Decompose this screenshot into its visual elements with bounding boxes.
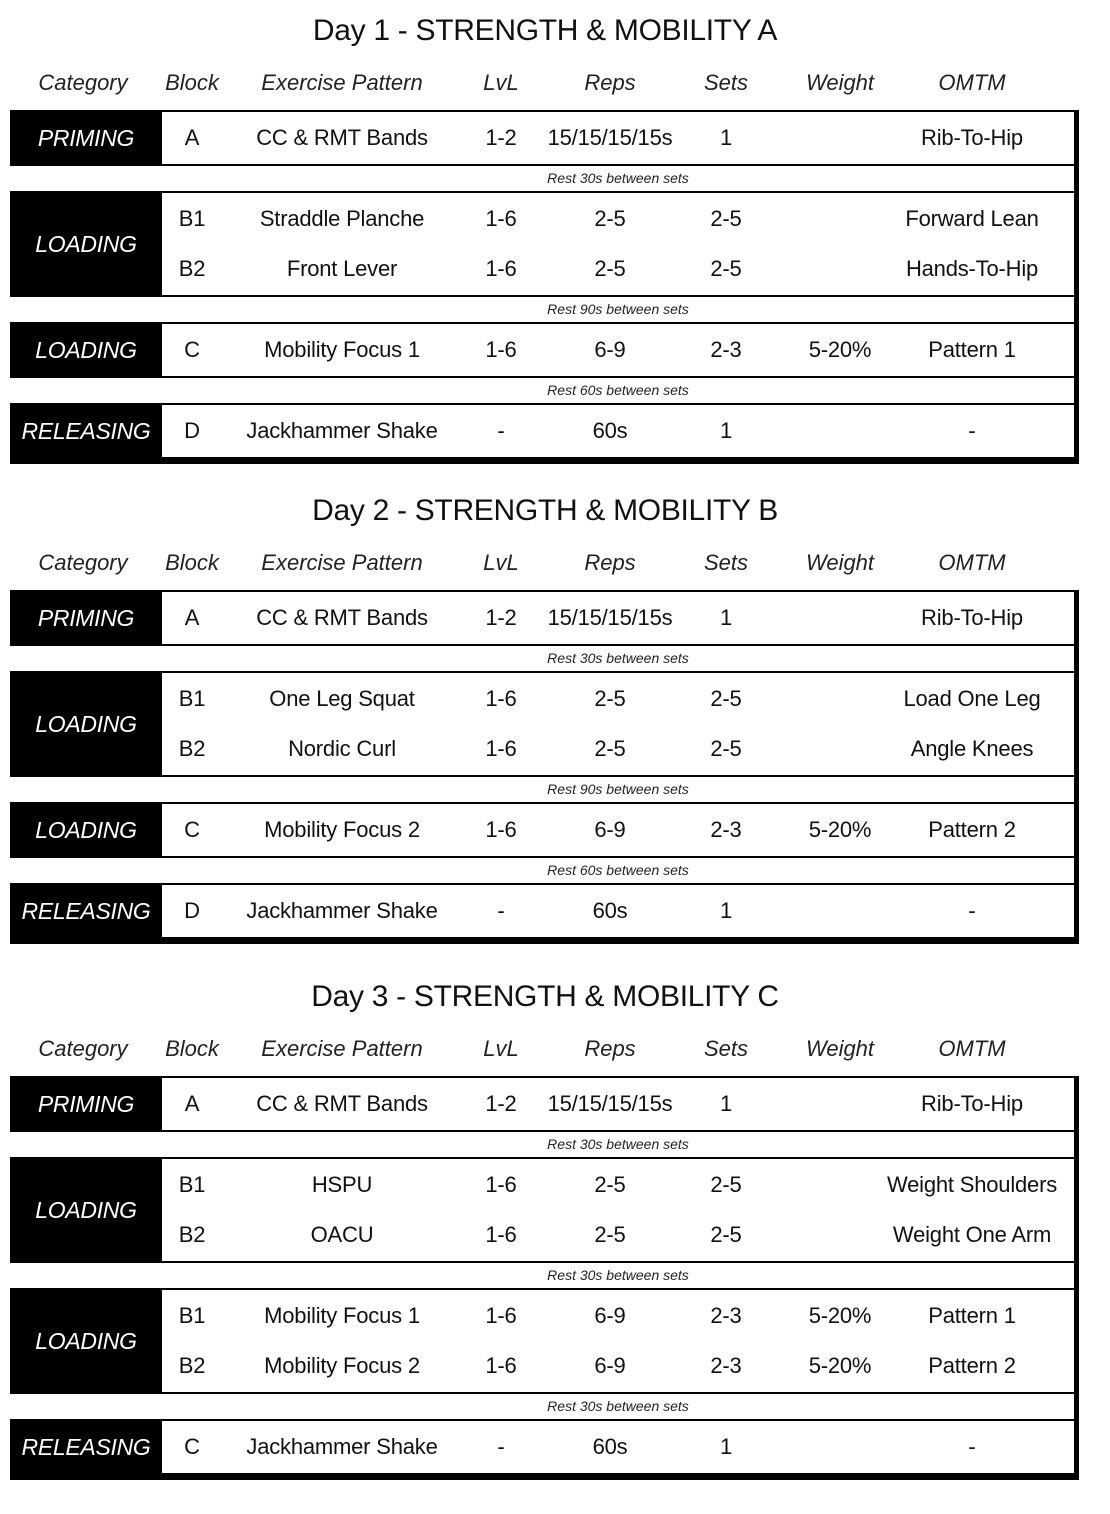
block-group — [10, 802, 1074, 858]
exercise-pattern-cell: Jackhammer Shake — [246, 418, 438, 443]
column-header-reps: Reps — [584, 1036, 636, 1061]
sets-cell: 2-5 — [710, 686, 742, 711]
block-cell: B2 — [178, 1353, 206, 1378]
column-header-level: LvL — [483, 70, 519, 95]
column-header-reps: Reps — [584, 550, 636, 575]
weight-cell: 5-20% — [808, 817, 872, 842]
block-group — [10, 1288, 1074, 1394]
level-cell: 1-2 — [485, 1091, 517, 1116]
reps-cell: 6-9 — [594, 337, 626, 362]
block-group — [10, 403, 1074, 459]
omtm-cell: Rib-To-Hip — [921, 1091, 1023, 1116]
omtm-cell: Angle Knees — [910, 736, 1034, 761]
rest-note: Rest 90s between sets — [547, 781, 689, 797]
reps-cell: 2-5 — [594, 256, 626, 281]
level-cell: 1-6 — [485, 736, 517, 761]
level-cell: 1-6 — [485, 256, 517, 281]
rest-note: Rest 30s between sets — [547, 170, 689, 186]
table-row — [10, 403, 1074, 459]
schedule-table — [10, 590, 1079, 944]
sets-cell: 2-3 — [710, 337, 742, 362]
exercise-pattern-cell: Straddle Planche — [259, 206, 425, 231]
column-header-weight: Weight — [805, 70, 875, 95]
reps-cell: 60s — [592, 1434, 628, 1459]
sets-cell: 2-5 — [710, 206, 742, 231]
block-cell: A — [184, 1091, 200, 1116]
schedule-table — [10, 1076, 1079, 1480]
reps-cell: 6-9 — [594, 1353, 626, 1378]
table-row — [10, 1341, 1074, 1391]
reps-cell: 6-9 — [594, 817, 626, 842]
exercise-pattern-cell: OACU — [310, 1222, 374, 1247]
rest-note: Rest 60s between sets — [547, 382, 689, 398]
block-cell: D — [184, 418, 200, 443]
level-cell: - — [497, 418, 505, 443]
category-label: PRIMING — [10, 110, 162, 166]
block-group — [10, 110, 1074, 166]
omtm-cell: - — [968, 418, 976, 443]
reps-cell: 2-5 — [594, 1172, 626, 1197]
table-row — [10, 802, 1074, 858]
level-cell: 1-6 — [485, 686, 517, 711]
column-header-sets: Sets — [703, 1036, 749, 1061]
block-group — [10, 590, 1074, 646]
sets-cell: 1 — [719, 605, 733, 630]
level-cell: 1-6 — [485, 206, 517, 231]
exercise-pattern-cell: Mobility Focus 1 — [264, 337, 420, 362]
block-cell: B1 — [178, 206, 206, 231]
column-header-block: Block — [165, 550, 219, 575]
column-header-block: Block — [165, 1036, 219, 1061]
category-label: RELEASING — [10, 403, 162, 459]
omtm-cell: Hands-To-Hip — [905, 256, 1039, 281]
category-label: LOADING — [10, 1157, 162, 1263]
column-header-block: Block — [165, 70, 219, 95]
category-label: RELEASING — [10, 1419, 162, 1475]
exercise-pattern-cell: HSPU — [311, 1172, 373, 1197]
reps-cell: 15/15/15/15s — [547, 605, 673, 630]
column-header-exercise-pattern: Exercise Pattern — [261, 1036, 423, 1061]
column-header-omtm: OMTM — [938, 70, 1006, 95]
sets-cell: 2-3 — [710, 817, 742, 842]
block-cell: B1 — [178, 686, 206, 711]
sets-cell: 2-3 — [710, 1353, 742, 1378]
block-cell: A — [184, 125, 200, 150]
category-label: LOADING — [10, 322, 162, 378]
column-header-level: LvL — [483, 1036, 519, 1061]
block-cell: B2 — [178, 736, 206, 761]
table-row — [10, 1076, 1074, 1132]
sets-cell: 2-5 — [710, 736, 742, 761]
level-cell: 1-6 — [485, 817, 517, 842]
omtm-cell: Load One Leg — [903, 686, 1041, 711]
reps-cell: 2-5 — [594, 686, 626, 711]
block-group — [10, 1076, 1074, 1132]
block-cell: B2 — [178, 256, 206, 281]
level-cell: 1-6 — [485, 1303, 517, 1328]
sets-cell: 1 — [719, 1434, 733, 1459]
table-row — [10, 110, 1074, 166]
rest-note: Rest 30s between sets — [547, 1136, 689, 1152]
weight-cell: 5-20% — [808, 337, 872, 362]
reps-cell: 60s — [592, 898, 628, 923]
block-cell: B1 — [178, 1303, 206, 1328]
level-cell: 1-6 — [485, 1222, 517, 1247]
column-header-exercise-pattern: Exercise Pattern — [261, 70, 423, 95]
exercise-pattern-cell: Mobility Focus 2 — [264, 817, 420, 842]
category-label: PRIMING — [10, 1076, 162, 1132]
block-group — [10, 883, 1074, 939]
sets-cell: 2-5 — [710, 256, 742, 281]
table-row — [10, 883, 1074, 939]
category-label: PRIMING — [10, 590, 162, 646]
exercise-pattern-cell: Jackhammer Shake — [246, 898, 438, 923]
table-row — [10, 322, 1074, 378]
block-cell: B2 — [178, 1222, 206, 1247]
exercise-pattern-cell: Mobility Focus 1 — [264, 1303, 420, 1328]
omtm-cell: Rib-To-Hip — [921, 605, 1023, 630]
weight-cell: 5-20% — [808, 1303, 872, 1328]
table-row — [10, 194, 1074, 244]
day-title: Day 1 - STRENGTH & MOBILITY A — [312, 14, 778, 47]
omtm-cell: - — [968, 898, 976, 923]
block-cell: C — [184, 817, 200, 842]
block-cell: A — [184, 605, 200, 630]
column-header-weight: Weight — [805, 1036, 875, 1061]
level-cell: - — [497, 898, 505, 923]
level-cell: 1-6 — [485, 1353, 517, 1378]
sets-cell: 1 — [719, 898, 733, 923]
omtm-cell: Weight One Arm — [892, 1222, 1052, 1247]
day-title: Day 3 - STRENGTH & MOBILITY C — [311, 980, 779, 1013]
level-cell: - — [497, 1434, 505, 1459]
level-cell: 1-2 — [485, 605, 517, 630]
block-cell: C — [184, 337, 200, 362]
reps-cell: 15/15/15/15s — [547, 1091, 673, 1116]
reps-cell: 6-9 — [594, 1303, 626, 1328]
column-header-weight: Weight — [805, 550, 875, 575]
reps-cell: 2-5 — [594, 206, 626, 231]
omtm-cell: Pattern 1 — [928, 1303, 1016, 1328]
exercise-pattern-cell: CC & RMT Bands — [256, 1091, 428, 1116]
weight-cell: 5-20% — [808, 1353, 872, 1378]
schedule-table — [10, 110, 1079, 464]
category-label: LOADING — [10, 802, 162, 858]
table-row — [10, 1419, 1074, 1475]
column-header-exercise-pattern: Exercise Pattern — [261, 550, 423, 575]
day-title: Day 2 - STRENGTH & MOBILITY B — [312, 494, 778, 527]
omtm-cell: Pattern 2 — [928, 1353, 1016, 1378]
level-cell: 1-2 — [485, 125, 517, 150]
rest-note: Rest 30s between sets — [547, 1398, 689, 1414]
column-header-category: Category — [38, 550, 128, 575]
sets-cell: 2-5 — [710, 1172, 742, 1197]
exercise-pattern-cell: Front Lever — [286, 256, 398, 281]
block-group — [10, 322, 1074, 378]
omtm-cell: Pattern 2 — [928, 817, 1016, 842]
exercise-pattern-cell: CC & RMT Bands — [256, 125, 428, 150]
table-row — [10, 1160, 1074, 1210]
omtm-cell: Weight Shoulders — [886, 1172, 1058, 1197]
exercise-pattern-cell: CC & RMT Bands — [256, 605, 428, 630]
level-cell: 1-6 — [485, 337, 517, 362]
sets-cell: 1 — [719, 418, 733, 443]
exercise-pattern-cell: Nordic Curl — [288, 736, 396, 761]
rest-note: Rest 90s between sets — [547, 301, 689, 317]
column-header-sets: Sets — [703, 70, 749, 95]
table-row — [10, 724, 1074, 774]
table-row — [10, 1291, 1074, 1341]
rest-note: Rest 30s between sets — [547, 650, 689, 666]
omtm-cell: - — [968, 1434, 976, 1459]
table-row — [10, 590, 1074, 646]
rest-note: Rest 60s between sets — [547, 862, 689, 878]
reps-cell: 2-5 — [594, 1222, 626, 1247]
column-header-omtm: OMTM — [938, 1036, 1006, 1061]
table-row — [10, 674, 1074, 724]
column-header-category: Category — [38, 70, 128, 95]
block-group — [10, 1419, 1074, 1475]
block-group — [10, 191, 1074, 297]
category-label: LOADING — [10, 671, 162, 777]
column-header-reps: Reps — [584, 70, 636, 95]
reps-cell: 2-5 — [594, 736, 626, 761]
reps-cell: 60s — [592, 418, 628, 443]
sets-cell: 2-3 — [710, 1303, 742, 1328]
category-label: RELEASING — [10, 883, 162, 939]
table-row — [10, 244, 1074, 294]
column-header-omtm: OMTM — [938, 550, 1006, 575]
level-cell: 1-6 — [485, 1172, 517, 1197]
rest-note: Rest 30s between sets — [547, 1267, 689, 1283]
category-label: LOADING — [10, 191, 162, 297]
table-row — [10, 1210, 1074, 1260]
omtm-cell: Pattern 1 — [928, 337, 1016, 362]
sets-cell: 1 — [719, 1091, 733, 1116]
block-group — [10, 671, 1074, 777]
column-header-sets: Sets — [703, 550, 749, 575]
exercise-pattern-cell: Mobility Focus 2 — [264, 1353, 420, 1378]
column-header-category: Category — [38, 1036, 128, 1061]
sets-cell: 2-5 — [710, 1222, 742, 1247]
block-cell: C — [184, 1434, 200, 1459]
exercise-pattern-cell: One Leg Squat — [269, 686, 415, 711]
reps-cell: 15/15/15/15s — [547, 125, 673, 150]
block-cell: B1 — [178, 1172, 206, 1197]
column-header-level: LvL — [483, 550, 519, 575]
omtm-cell: Forward Lean — [905, 206, 1039, 231]
sets-cell: 1 — [719, 125, 733, 150]
block-cell: D — [184, 898, 200, 923]
category-label: LOADING — [10, 1288, 162, 1394]
exercise-pattern-cell: Jackhammer Shake — [246, 1434, 438, 1459]
block-group — [10, 1157, 1074, 1263]
omtm-cell: Rib-To-Hip — [921, 125, 1023, 150]
